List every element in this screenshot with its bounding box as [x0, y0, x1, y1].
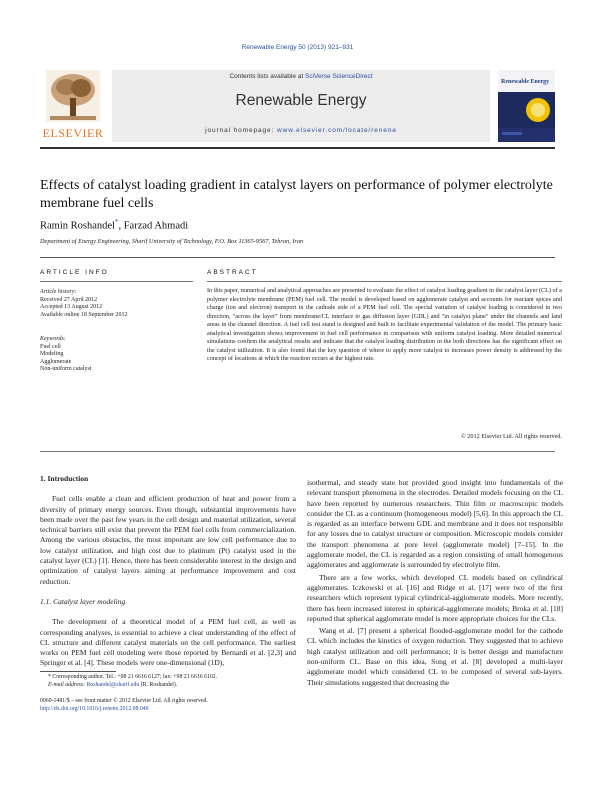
cover-art-image	[498, 92, 555, 142]
paragraph: Fuel cells enable a clean and efficient production of heat and power from a diversity of primary energy sources. Even though, substantial improvements have been made over the past few years in the cell design and material utilization, several technical barriers still exist that prevent the PEM fuel cells from commercialization. Among the various obstacles, the most important are low cell performance due to low catalyst utilization, and high cost due to platinum (Pt) catalyst used in the catalyst layer (CL) [1]. Hence, there has been considerable interest in the design and optimization of catalyst layers aiming at performance improvement and cost reduction.	[40, 494, 296, 586]
keyword-item: Agglomerate	[40, 358, 72, 365]
abstract-text: In this paper, numerical and analytical approaches are presented to evaluate the effect of catalyst loading gradient in the catalyst layer (CL) of a polymer electrolyte membrane (PEM) fuel cell. The model is developed based on agglomerate catalyst and accounts for reactant spices and charge (ion and electron) transport in the cathode side of a PEM fuel cell. The special variation of catalyst loading is considered in two direction, "across the layer" from membrane/CL interface to gas diffusion layer (GDL) and "in catalyst plane" under the channels and land areas in the channel direction. A fuel cell test stand is designed and built to facilitate experimental validation of the model. The primary basic analytical investigation shows improvement in fuel cell performance in comparison with uniform catalyst loading. More detailed numerical simulations confirm the analytical results and indicate that the catalyst loading distribution in the both directions has the significant effect on the catalyst utilization. It is also found that the key question of where to apply more catalyst to increases power density is addressed by the concept of locations at which the reaction occurs at the highest rate.	[207, 287, 562, 362]
section-rule	[40, 257, 555, 258]
corresponding-author-mark[interactable]: *	[114, 218, 119, 226]
subsection-heading-cl-modeling: 1.1. Catalyst layer modeling	[40, 596, 126, 606]
keyword-item: Fuel cell	[40, 343, 61, 350]
elsevier-logo[interactable]	[40, 70, 106, 142]
section-heading-introduction: 1. Introduction	[40, 474, 89, 483]
article-info-heading: ARTICLE INFO	[40, 269, 109, 276]
homepage-line	[112, 127, 490, 134]
homepage-link[interactable]: www.elsevier.com/locate/renene	[277, 127, 397, 134]
abstract-heading: ABSTRACT	[207, 269, 258, 276]
journal-reference[interactable]: Renewable Energy 50 (2013) 921–931	[241, 44, 354, 51]
paragraph: There are a few works, which developed CL models based on cylindrical agglomerates. Iczkowski et al. [16] and Ridge et al. [17] were two of the first researchers which represent typical cylindrical-agglomerate models. More recently, there has been increased interest in spherical-agglomerate models; Broka et al. [18] reported that spherical agglomerate model is more appropriate choices for the CLs.	[307, 572, 563, 623]
paragraph: Wang et al. [7] present a spherical flooded-agglomerate model for the cathode CL which includes the kinetics of oxygen reduction. They suggested that to achieve high catalyst utilization and cell performance; it is better design and manufacture non-uniform CL. Base on this idea, Song et al. [8] developed a multi-layer agglomerate model which considered CL to be composed of several sub-layers. Their simulations suggested that decreasing the	[307, 626, 563, 687]
article-info-rule	[40, 281, 193, 282]
keywords	[40, 336, 92, 374]
paragraph: The development of a theoretical model of a PEM fuel cell, as well as corresponding analyses, is essential to achieve a clear understanding of the effect of CL structure and different catalyst materials on the cell performance. The earliest works on PEM fuel cell modeling were those reported by Bernardi et al. [2,3] and Springer et al. [4]. These models were one-dimensional (1D),	[40, 617, 296, 668]
issn-line: 0960-1481/$ – see front matter © 2012 Elsevier Ltd. All rights reserved.	[40, 698, 208, 704]
history-accepted: Accepted 13 August 2012	[40, 304, 103, 311]
paragraph: isothermal, and steady state but provided good insight into fundamentals of the relevant transport phenomena in the electrodes. Detailed models focusing on the CL have been reported by numerous researchers. Thin film or macroscopic models consider the CL as a continuum (homogeneous model) [5,6]. In this approach the CL is regarded as an interface between GDL and membrane and it does not responsible for any losses due to catalyst structure or composition. Microscopic models consider the transport phenomena at pore level (agglomerate model) [7–15]. In the agglomerate model, the CL is regarded as a region consisting of small homogenous agglomerates and agglomerate is surrounded by electrolyte film.	[307, 478, 563, 570]
article-title: Effects of catalyst loading gradient in catalyst layers on performance of polymer electrolyte membrane fuel cells	[40, 178, 553, 211]
doi-link[interactable]: http://dx.doi.org/10.1016/j.renene.2012.08.040	[40, 705, 149, 712]
publication-info	[40, 698, 208, 714]
abstract-copyright: © 2012 Elsevier Ltd. All rights reserved.	[461, 433, 562, 440]
abstract-rule	[207, 281, 562, 282]
cover-title: Renewable Energy	[501, 79, 550, 85]
journal-info-box	[112, 70, 490, 142]
keyword-item: Modeling	[40, 351, 64, 358]
author-name[interactable]: Ramin Roshandel	[40, 220, 115, 232]
email-link[interactable]: Roshandel@sharif.edu	[86, 681, 140, 688]
journal-title: Renewable Energy	[235, 92, 367, 109]
email-label: E-mail address:	[48, 681, 85, 688]
history-received: Received 27 April 2012	[40, 296, 98, 303]
history-label: Article history:	[40, 289, 77, 295]
keyword-item: Non-uniform catalyst	[40, 366, 92, 373]
elsevier-tree-icon	[46, 70, 100, 122]
author-affiliation: Department of Energy Engineering, Sharif University of Technology, P.O. Box 11365-9567, Tehran, Iran	[40, 238, 304, 245]
contents-line	[112, 73, 490, 80]
sciencedirect-link[interactable]: SciVerse ScienceDirect	[304, 73, 373, 80]
email-suffix: (R. Roshandel).	[140, 681, 178, 688]
journal-cover[interactable]	[498, 70, 555, 142]
author-list	[40, 218, 188, 232]
corresponding-author-note: * Corresponding author. Tel.: +98 21 6616 6127; fax: +98 21 6616 6102.	[48, 674, 218, 680]
email-note	[40, 682, 296, 690]
homepage-prefix: journal homepage:	[205, 127, 275, 134]
footnotes	[40, 674, 296, 690]
contents-prefix: Contents lists available at	[229, 73, 304, 80]
body-column-left	[40, 474, 296, 671]
article-history	[40, 289, 128, 319]
header-rule	[40, 147, 555, 149]
abstract-bottom-rule	[40, 451, 555, 452]
history-online: Available online 18 September 2012	[40, 311, 128, 318]
footnote-rule	[40, 671, 116, 672]
keywords-label: Keywords:	[40, 336, 66, 342]
journal-header	[40, 70, 555, 142]
coauthor-name[interactable]: , Farzad Ahmadi	[118, 220, 189, 232]
body-column-right	[307, 478, 563, 690]
elsevier-wordmark: ELSEVIER	[42, 126, 104, 140]
